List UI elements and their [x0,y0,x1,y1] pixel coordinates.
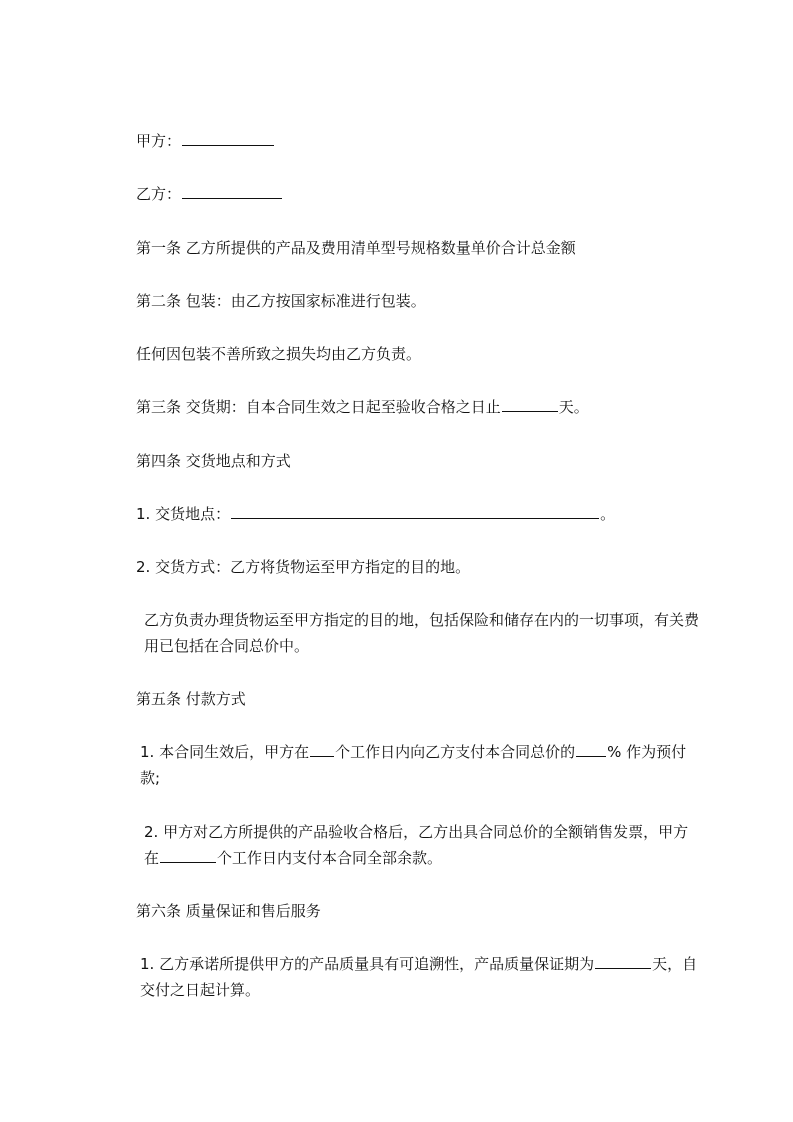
packaging-loss-clause: 任何因包装不善所致之损失均由乙方负责。 [136,345,422,363]
advance-percent-blank [576,741,606,757]
article-1: 第一条 乙方所提供的产品及费用清单型号规格数量单价合计总金额 [136,239,576,257]
payment-term-1 [140,739,703,791]
delivery-place-line [136,501,703,527]
article-3-suffix: 天。 [558,398,589,416]
payment-2-prefix: 2. 甲方对乙方所提供的产品验收合格后，乙方出具合同总价的全额销售发票，甲方在 [144,823,689,867]
delivery-days-blank [502,396,558,412]
article-3 [136,394,703,420]
warranty-1-prefix: 1. 乙方承诺所提供甲方的产品质量具有可追溯性，产品质量保证期为 [140,955,595,973]
responsibility-paragraph: 乙方负责办理货物运至甲方指定的目的地，包括保险和储存在内的一切事项，有关费用已包括在合同总价中。 [144,611,700,655]
delivery-place-blank [231,503,599,519]
delivery-method-line: 2. 交货方式：乙方将货物运至甲方指定的目的地。 [136,558,471,576]
advance-days-blank [310,741,334,757]
warranty-term-1 [140,951,703,1003]
article-5: 第五条 付款方式 [136,690,246,708]
party-a-line [136,128,703,154]
article-2: 第二条 包装：由乙方按国家标准进行包装。 [136,292,426,310]
party-b-label: 乙方： [136,185,182,203]
payment-1-prefix: 1. 本合同生效后，甲方在 [140,743,310,761]
article-4: 第四条 交货地点和方式 [136,452,291,470]
party-a-label: 甲方： [136,132,182,150]
party-b-blank [182,183,282,199]
payment-1-middle: 个工作日内向乙方支付本合同总价的 [335,743,576,761]
party-a-blank [182,130,274,146]
article-3-prefix: 第三条 交货期：自本合同生效之日起至验收合格之日止 [136,398,501,416]
payment-1-suffix: % 作为预付款; [140,743,687,787]
warranty-1-suffix: 天，自交付之日起计算。 [140,955,698,999]
delivery-place-prefix: 1. 交货地点： [136,505,231,523]
party-b-line [136,181,703,207]
delivery-place-suffix: 。 [600,505,616,523]
warranty-days-blank [595,953,651,969]
payment-term-2 [144,819,703,871]
balance-days-blank [160,847,216,863]
article-6: 第六条 质量保证和售后服务 [136,902,321,920]
payment-2-suffix: 个工作日内支付本合同全部余款。 [217,849,443,867]
